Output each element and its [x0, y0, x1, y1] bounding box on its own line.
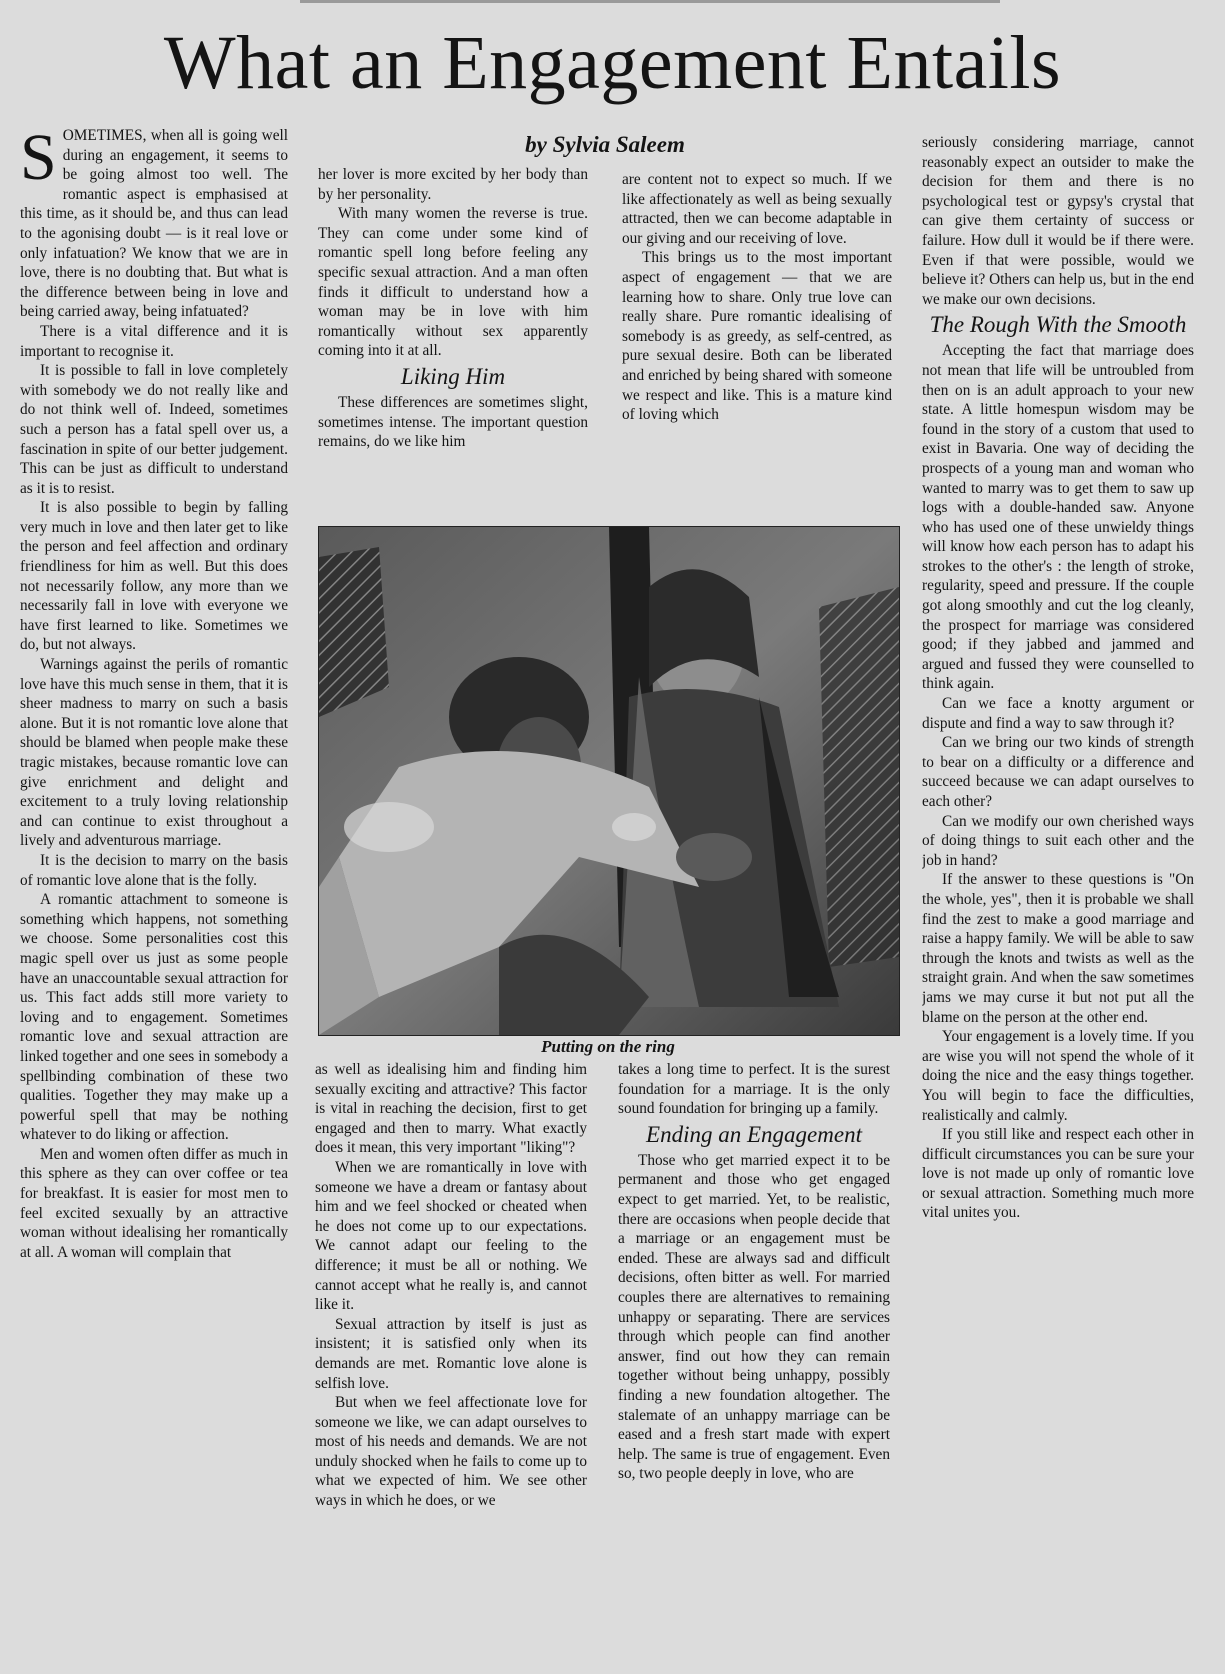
paragraph: It is possible to fall in love completely with somebody we do not really like and do not think well of. Indeed, sometimes such a person has a fatal spell over us, a fascination in spite of our better judgement. This can be just as difficult to understand as it is to resist. — [20, 362, 288, 497]
paragraph: takes a long time to perfect. It is the surest foundation for a marriage. It is the only sound foundation for bringing up a family. — [618, 1061, 890, 1118]
paragraph: Can we face a knotty argument or dispute and find a way to saw through it? — [922, 695, 1194, 732]
paragraph: her lover is more excited by her body than by her personality. — [318, 166, 588, 203]
paragraph: Can we modify our own cherished ways of doing things to suit each other and the job in hand? — [922, 812, 1194, 869]
paragraph: as well as idealising him and finding him sexually exciting and attractive? This factor is vital in reaching the decision, first to get engaged and then to marry. What exactly does it mean, this very important "liking"? — [315, 1061, 587, 1157]
lead-paragraph: , when all is going well during an engagement, it seems to be going almost too well. The romantic aspect is emphasised at this time, as it should be, and thus can lead to the agonising doubt — is it real love or only infatuation? We know that we are in love, there is no doubting that. But what is the difference between being in love and being carried away, being infatuated? — [20, 127, 288, 321]
byline: by Sylvia Saleem — [525, 132, 685, 157]
photo-image — [319, 527, 899, 1035]
column-1 — [20, 126, 288, 1671]
paragraph: It is the decision to marry on the basis of romantic love alone that is the folly. — [20, 851, 288, 889]
paragraph: There is a vital difference and it is important to recognise it. — [20, 322, 288, 360]
lead-word: OMETIMES — [62, 127, 143, 144]
subhead-liking-him: Liking Him — [400, 363, 506, 389]
paragraph: Those who get married expect it to be permanent and those who get engaged expect to get married. Yet, to be realistic, there are occasions when people decide that a marriage or an engagement must be ended. These are always sad and difficult decisions, often bitter as well. For married couples there are alternatives to remaining unhappy or separating. There are services through which people can find another answer, find out how they can remain together without being unhappy, possibly finding a new foundation altogether. The stalemate of an unhappy marriage can be eased and a fresh start made with expert help. The same is true of engagement. Even so, two people deeply in love, who are — [618, 1151, 890, 1483]
paragraph: Warnings against the perils of romantic love have this much sense in them, that it is sheer madness to marry on such a basis alone. But it is not romantic love alone that should be blamed when people make these tragic mistakes, because romantic love can give enrichment and delight and excitement to a truly loving relationship and can continue to exist throughout a lively and adventurous marriage. — [20, 656, 288, 850]
column-2-top — [318, 165, 588, 525]
paragraph: A romantic attachment to someone is something which happens, not something we choose. Some personalities cost this magic spell over us just as some people have an unaccountable sexual attraction for us. This fact adds still more variety to loving and to engagement. Sometimes romantic love and sexual attraction are linked together and one sees in somebody a spellbinding combination of these two qualities. Together they may make up a powerful spell that may be nothing whatever to do liking or affection. — [20, 891, 288, 1144]
column-4 — [922, 133, 1194, 1673]
paragraph: If you still like and respect each other in difficult circumstances you can be sure your love is not made up only of romantic love or sexual attraction. Something much more vital unites you. — [922, 1126, 1194, 1222]
column-3-top — [622, 170, 892, 528]
subhead-ending-engagement: Ending an Engagement — [646, 1121, 862, 1147]
column-3-bottom — [618, 1060, 890, 1672]
paragraph: are content not to expect so much. If we like affectionately as well as being sexually attracted, then we can become adaptable in our giving and our receiving of love. — [622, 171, 892, 247]
paragraph: Men and women often differ as much in this sphere as they can over coffee or tea for breakfast. It is easier for most men to feel excited sexually by an attractive woman without idealising her romantically at all. A woman will complain that — [20, 1145, 288, 1261]
subhead-rough-smooth: The Rough With the Smooth — [929, 312, 1187, 338]
paragraph: With many women the reverse is true. They can come under some kind of romantic spell long before feeling any specific sexual attraction. And a man often finds it difficult to understand how a woman may be in love with him romantically without sex apparently coming into it at all. — [318, 205, 588, 360]
paragraph: This brings us to the most important aspect of engagement — that we are learning how to share. Only true love can really share. Pure romantic idealising of somebody is as greedy, as self-centred, as pure sexual desire. Both can be liberated and enriched by being shared with someone we respect and like. This is a mature kind of loving which — [622, 249, 892, 424]
paragraph: Accepting the fact that marriage does not mean that life will be untroubled from then on is an adult approach to your new state. A little homespun wisdom may be found in the story of a custom that used to exist in Bavaria. One way of deciding the prospects of a young man and woman who wanted to marry was to get them to saw up logs with a double-handed saw. Anyone who has used one of these unwieldy things will know how each person has to adapt his strokes to the other's : the length of stroke, regularity, speed and pressure. If the couple got along smoothly and cut the log cleanly, the prospect for marriage was considered good; if they jabbed and jammed and argued and fussed they were counselled to think again. — [922, 342, 1194, 693]
photo-putting-on-ring — [318, 526, 900, 1036]
top-rule — [300, 0, 1000, 3]
paragraph: seriously considering marriage, cannot reasonably expect an outsider to make the decision for them and there is no psychological test or gypsy's crystal that can give them certainty of success or failure. How dull it would be if there were. Even if that were possible, would we believe it? Others can help us, but in the end we make our own decisions. — [922, 134, 1194, 308]
column-2-bottom — [315, 1060, 587, 1672]
drop-cap: S — [20, 126, 57, 194]
paragraph: Can we bring our two kinds of strength to bear on a difficulty or a difference and succeed because we can adapt ourselves to each other? — [922, 734, 1194, 810]
paragraph: When we are romantically in love with someone we have a dream or fantasy about him and we feel shocked or cheated when he does not come up to our expectations. We cannot adapt our feeling to the difference; it must be all or nothing. We cannot accept what he really is, and cannot like it. — [315, 1158, 587, 1314]
paragraph: But when we feel affectionate love for someone we like, we can adapt ourselves to most of his needs and demands. We are not unduly shocked when he fails to come up to what we expected of him. We see other ways in which he does, or we — [315, 1394, 587, 1510]
photo-caption: Putting on the ring — [541, 1037, 675, 1056]
headline: What an Engagement Entails — [163, 21, 1062, 105]
paragraph: Your engagement is a lovely time. If you are wise you will not spend the whole of it doing the nice and the easy things together. You will begin to face the difficulties, realistically and calmly. — [922, 1028, 1194, 1124]
paragraph: It is also possible to begin by falling very much in love and then later get to like the person and feel affection and ordinary friendliness for him as well. But this does not necessarily follow, any more than we necessarily fall in love with everyone we have first learned to like. Sometimes we do, but not always. — [20, 499, 288, 654]
paragraph: If the answer to these questions is "On the whole, yes", then it is probable we shall find the zest to make a good marriage and raise a happy family. We will be able to saw through the knots and twists as well as the straight grain. And when the saw sometimes jams we may curse it but not put all the blame on the person at the other end. — [922, 871, 1194, 1026]
paragraph: Sexual attraction by itself is just as insistent; it is satisfied only when its demands are met. Romantic love alone is selfish love. — [315, 1315, 587, 1392]
paragraph: These differences are sometimes slight, sometimes intense. The important question remains, do we like him — [318, 393, 588, 451]
